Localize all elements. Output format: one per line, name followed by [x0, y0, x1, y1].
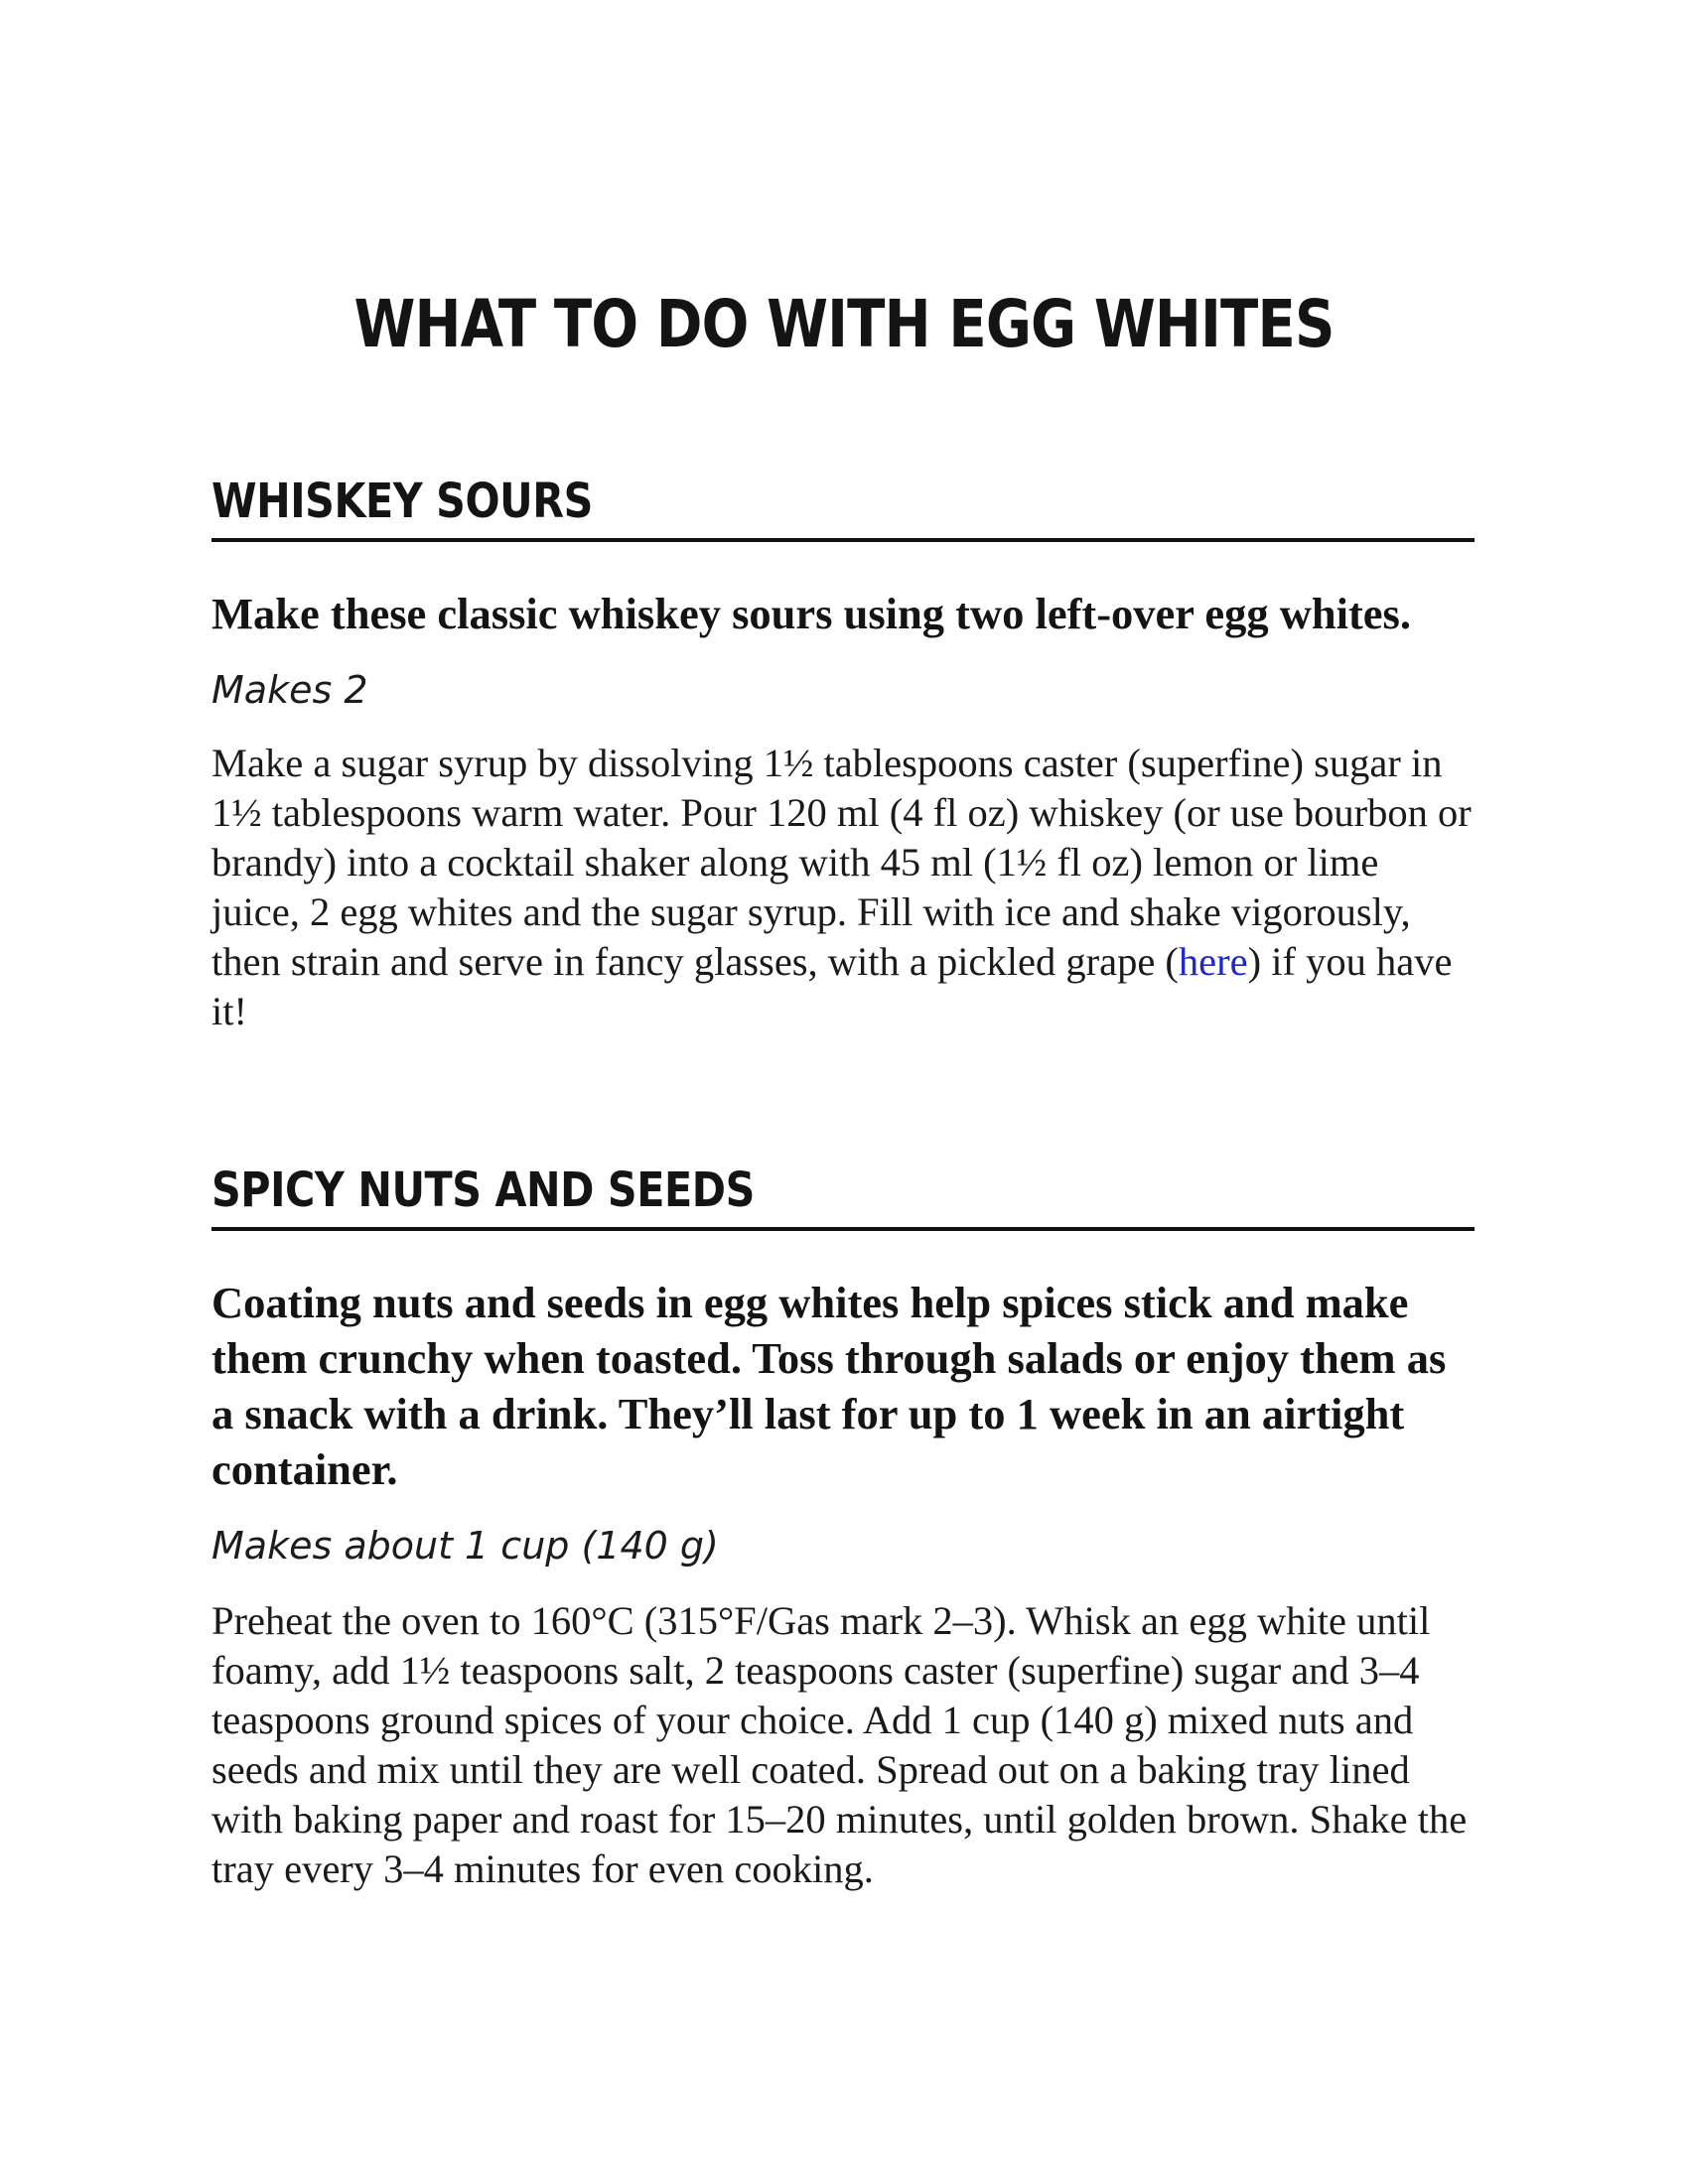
method-text-part1: Make a sugar syrup by dissolving 1½ tablespoons caster (superfine) sugar in 1½ tablespoons warm water. Pour 120 ml (4 fl oz) whiskey (or use bourbon or brandy) into a cocktail shaker along with 45 ml (1½ fl oz) lemon or lime juice, 2 egg whites and the sugar syrup. Fill with ice and shake vigorously, then strain and serve in fancy glasses, with a pickled grape (: [211, 741, 1472, 984]
pickled-grape-link[interactable]: here: [1178, 939, 1248, 984]
section-heading: WHISKEY SOURS: [211, 474, 593, 529]
recipe-intro: Make these classic whiskey sours using two left-over egg whites.: [211, 589, 1411, 638]
recipe-section-spicy-nuts: [211, 1160, 1475, 1894]
recipe-section-whiskey-sours: [211, 471, 1475, 1036]
section-divider: [211, 1227, 1475, 1231]
method-text-part2: ) if you have it!: [211, 939, 1453, 1033]
recipe-yield: Makes about 1 cup (140 g): [211, 1524, 719, 1568]
section-heading: SPICY NUTS AND SEEDS: [211, 1162, 755, 1218]
section-divider: [211, 538, 1475, 542]
page-title: WHAT TO DO WITH EGG WHITES: [353, 286, 1335, 362]
recipe-method: [211, 739, 1475, 1036]
recipe-intro: Coating nuts and seeds in egg whites help spices stick and make them crunchy when toasted. Toss through salads or enjoy them as a snack with a drink. They’ll last for up to 1 week in an airtight container.: [211, 1278, 1447, 1494]
recipe-yield: Makes 2: [211, 668, 368, 712]
recipe-method: Preheat the oven to 160°C (315°F/Gas mark 2–3). Whisk an egg white until foamy, add 1½ teaspoons salt, 2 teaspoons caster (superfine) sugar and 3–4 teaspoons ground spices of your choice. Add 1 cup (140 g) mixed nuts and seeds and mix until they are well coated. Spread out on a baking tray lined with baking paper and roast for 15–20 minutes, until golden brown. Shake the tray every 3–4 minutes for even cooking.: [211, 1598, 1468, 1891]
